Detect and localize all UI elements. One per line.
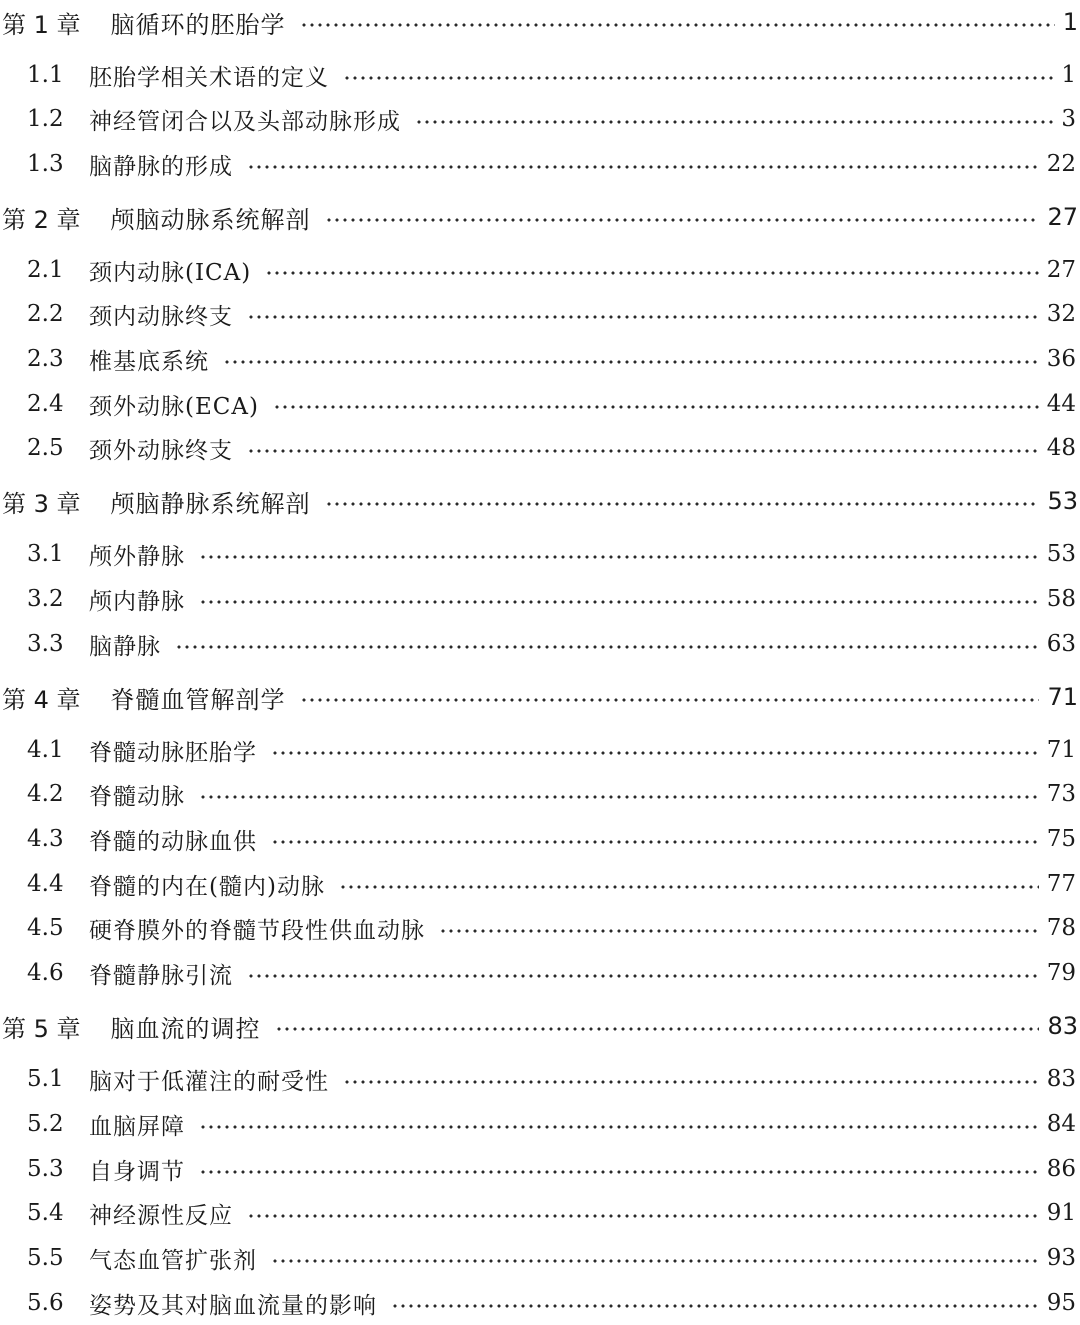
section-number: 4.3 bbox=[27, 826, 64, 852]
toc-section-row[interactable] bbox=[0, 951, 1080, 995]
section-title: 颅内静脉 bbox=[89, 588, 185, 615]
toc-section-row[interactable] bbox=[0, 906, 1080, 950]
dot-leader bbox=[325, 501, 1040, 507]
section-title: 气态血管扩张剂 bbox=[89, 1247, 257, 1274]
toc-section-row[interactable] bbox=[0, 1281, 1080, 1325]
section-title: 脑对于低灌注的耐受性 bbox=[89, 1068, 329, 1095]
toc-section-row[interactable] bbox=[0, 382, 1080, 426]
page-number: 83 bbox=[1046, 1066, 1076, 1092]
chapter-title: 脑血流的调控 bbox=[110, 1014, 261, 1043]
page-number: 78 bbox=[1046, 915, 1076, 941]
page-number: 83 bbox=[1047, 1012, 1078, 1040]
toc-section-row[interactable] bbox=[0, 337, 1080, 381]
section-number: 5.2 bbox=[27, 1111, 64, 1137]
dot-leader bbox=[439, 928, 1039, 934]
section-title: 硬脊膜外的脊髓节段性供血动脉 bbox=[89, 917, 425, 944]
page-number: 73 bbox=[1046, 781, 1076, 807]
page-number: 1 bbox=[1062, 8, 1078, 36]
page-number: 71 bbox=[1047, 683, 1078, 711]
page-number: 75 bbox=[1046, 826, 1076, 852]
toc-section-row[interactable] bbox=[0, 1057, 1080, 1101]
section-title: 胚胎学相关术语的定义 bbox=[89, 64, 329, 91]
page-number: 58 bbox=[1046, 586, 1076, 612]
page-number: 27 bbox=[1046, 257, 1076, 283]
dot-leader bbox=[223, 359, 1039, 365]
dot-leader bbox=[273, 404, 1039, 410]
page-number: 53 bbox=[1047, 487, 1078, 515]
page-number: 32 bbox=[1046, 301, 1076, 327]
section-number: 5.3 bbox=[27, 1156, 64, 1182]
toc-section-row[interactable] bbox=[0, 817, 1080, 861]
toc-section-row[interactable] bbox=[0, 772, 1080, 816]
dot-leader bbox=[199, 554, 1039, 560]
dot-leader bbox=[247, 448, 1039, 454]
section-number: 4.6 bbox=[27, 960, 64, 986]
section-number: 4.5 bbox=[27, 915, 64, 941]
section-title: 血脑屏障 bbox=[89, 1113, 185, 1140]
page-number: 27 bbox=[1047, 203, 1078, 231]
section-title: 脊髓动脉胚胎学 bbox=[89, 739, 257, 766]
section-number: 2.1 bbox=[27, 257, 64, 283]
chapter-title: 颅脑静脉系统解剖 bbox=[110, 489, 311, 518]
toc-chapter-row[interactable] bbox=[0, 479, 1080, 523]
section-title: 神经管闭合以及头部动脉形成 bbox=[89, 108, 401, 135]
dot-leader bbox=[199, 1169, 1039, 1175]
section-number: 5.4 bbox=[27, 1200, 64, 1226]
toc-section-row[interactable] bbox=[0, 577, 1080, 621]
section-number: 3.3 bbox=[27, 631, 64, 657]
dot-leader bbox=[265, 270, 1038, 276]
section-title: 神经源性反应 bbox=[89, 1202, 233, 1229]
page-number: 93 bbox=[1046, 1245, 1076, 1271]
toc-section-row[interactable] bbox=[0, 142, 1080, 186]
chapter-number: 第 4 章 bbox=[2, 685, 81, 714]
section-title: 姿势及其对脑血流量的影响 bbox=[89, 1292, 377, 1319]
toc-chapter-row[interactable] bbox=[0, 1004, 1080, 1048]
section-title: 颈外动脉终支 bbox=[89, 437, 233, 464]
toc-section-row[interactable] bbox=[0, 1191, 1080, 1235]
page-number: 86 bbox=[1046, 1156, 1076, 1182]
dot-leader bbox=[271, 839, 1039, 845]
section-number: 5.5 bbox=[27, 1245, 64, 1271]
chapter-title: 颅脑动脉系统解剖 bbox=[110, 205, 311, 234]
section-title: 脊髓的动脉血供 bbox=[89, 828, 257, 855]
dot-leader bbox=[325, 217, 1040, 223]
section-number: 4.4 bbox=[27, 871, 64, 897]
page-number: 44 bbox=[1046, 391, 1076, 417]
dot-leader bbox=[175, 644, 1039, 650]
toc-chapter-row[interactable] bbox=[0, 675, 1080, 719]
section-number: 5.6 bbox=[27, 1290, 64, 1316]
toc-section-row[interactable] bbox=[0, 1236, 1080, 1280]
section-number: 3.2 bbox=[27, 586, 64, 612]
dot-leader bbox=[247, 164, 1039, 170]
dot-leader bbox=[199, 794, 1039, 800]
chapter-number: 第 2 章 bbox=[2, 205, 81, 234]
section-number: 5.1 bbox=[27, 1066, 64, 1092]
toc-section-row[interactable] bbox=[0, 1147, 1080, 1191]
toc-chapter-row[interactable] bbox=[0, 0, 1080, 44]
toc-section-row[interactable] bbox=[0, 292, 1080, 336]
toc-section-row[interactable] bbox=[0, 862, 1080, 906]
page-number: 79 bbox=[1046, 960, 1076, 986]
section-number: 2.2 bbox=[27, 301, 64, 327]
section-title: 颅外静脉 bbox=[89, 543, 185, 570]
toc-section-row[interactable] bbox=[0, 622, 1080, 666]
dot-leader bbox=[199, 1124, 1039, 1130]
dot-leader bbox=[343, 75, 1053, 81]
section-title: 脊髓动脉 bbox=[89, 783, 185, 810]
page-number: 77 bbox=[1046, 871, 1076, 897]
section-title: 颈外动脉(ECA) bbox=[89, 393, 259, 420]
toc-section-row[interactable] bbox=[0, 248, 1080, 292]
section-number: 1.1 bbox=[27, 62, 64, 88]
section-title: 自身调节 bbox=[89, 1158, 185, 1185]
toc-section-row[interactable] bbox=[0, 97, 1080, 141]
page-number: 95 bbox=[1046, 1290, 1076, 1316]
section-number: 4.2 bbox=[27, 781, 64, 807]
page-number: 84 bbox=[1046, 1111, 1076, 1137]
section-title: 脑静脉 bbox=[89, 633, 161, 660]
dot-leader bbox=[271, 1258, 1039, 1264]
section-number: 3.1 bbox=[27, 541, 64, 567]
dot-leader bbox=[247, 973, 1039, 979]
toc-section-row[interactable] bbox=[0, 1102, 1080, 1146]
page-number: 3 bbox=[1061, 106, 1076, 132]
page-number: 48 bbox=[1046, 435, 1076, 461]
chapter-number: 第 3 章 bbox=[2, 489, 81, 518]
section-number: 4.1 bbox=[27, 737, 64, 763]
page-number: 1 bbox=[1061, 62, 1076, 88]
chapter-title: 脑循环的胚胎学 bbox=[110, 10, 286, 39]
dot-leader bbox=[339, 884, 1039, 890]
toc-section-row[interactable] bbox=[0, 426, 1080, 470]
page-number: 36 bbox=[1046, 346, 1076, 372]
chapter-number: 第 1 章 bbox=[2, 10, 81, 39]
toc-section-row[interactable] bbox=[0, 53, 1080, 97]
dot-leader bbox=[300, 697, 1040, 703]
dot-leader bbox=[247, 1213, 1039, 1219]
page-number: 53 bbox=[1046, 541, 1076, 567]
section-title: 脊髓的内在(髓内)动脉 bbox=[89, 873, 325, 900]
section-title: 脑静脉的形成 bbox=[89, 153, 233, 180]
dot-leader bbox=[199, 599, 1039, 605]
section-number: 2.4 bbox=[27, 391, 64, 417]
section-title: 颈内动脉(ICA) bbox=[89, 259, 252, 286]
page-number: 22 bbox=[1046, 151, 1076, 177]
section-number: 2.3 bbox=[27, 346, 64, 372]
section-number: 1.2 bbox=[27, 106, 64, 132]
toc-section-row[interactable] bbox=[0, 728, 1080, 772]
dot-leader bbox=[271, 750, 1039, 756]
dot-leader bbox=[247, 314, 1039, 320]
dot-leader bbox=[275, 1026, 1040, 1032]
dot-leader bbox=[343, 1079, 1039, 1085]
toc-section-row[interactable] bbox=[0, 532, 1080, 576]
toc-chapter-row[interactable] bbox=[0, 195, 1080, 239]
section-number: 1.3 bbox=[27, 151, 64, 177]
dot-leader bbox=[300, 22, 1055, 28]
dot-leader bbox=[391, 1303, 1039, 1309]
chapter-number: 第 5 章 bbox=[2, 1014, 81, 1043]
page-number: 63 bbox=[1046, 631, 1076, 657]
section-title: 椎基底系统 bbox=[89, 348, 209, 375]
chapter-title: 脊髓血管解剖学 bbox=[110, 685, 286, 714]
page-number: 91 bbox=[1046, 1200, 1076, 1226]
section-title: 脊髓静脉引流 bbox=[89, 962, 233, 989]
section-title: 颈内动脉终支 bbox=[89, 303, 233, 330]
dot-leader bbox=[415, 119, 1053, 125]
section-number: 2.5 bbox=[27, 435, 64, 461]
page-number: 71 bbox=[1046, 737, 1076, 763]
